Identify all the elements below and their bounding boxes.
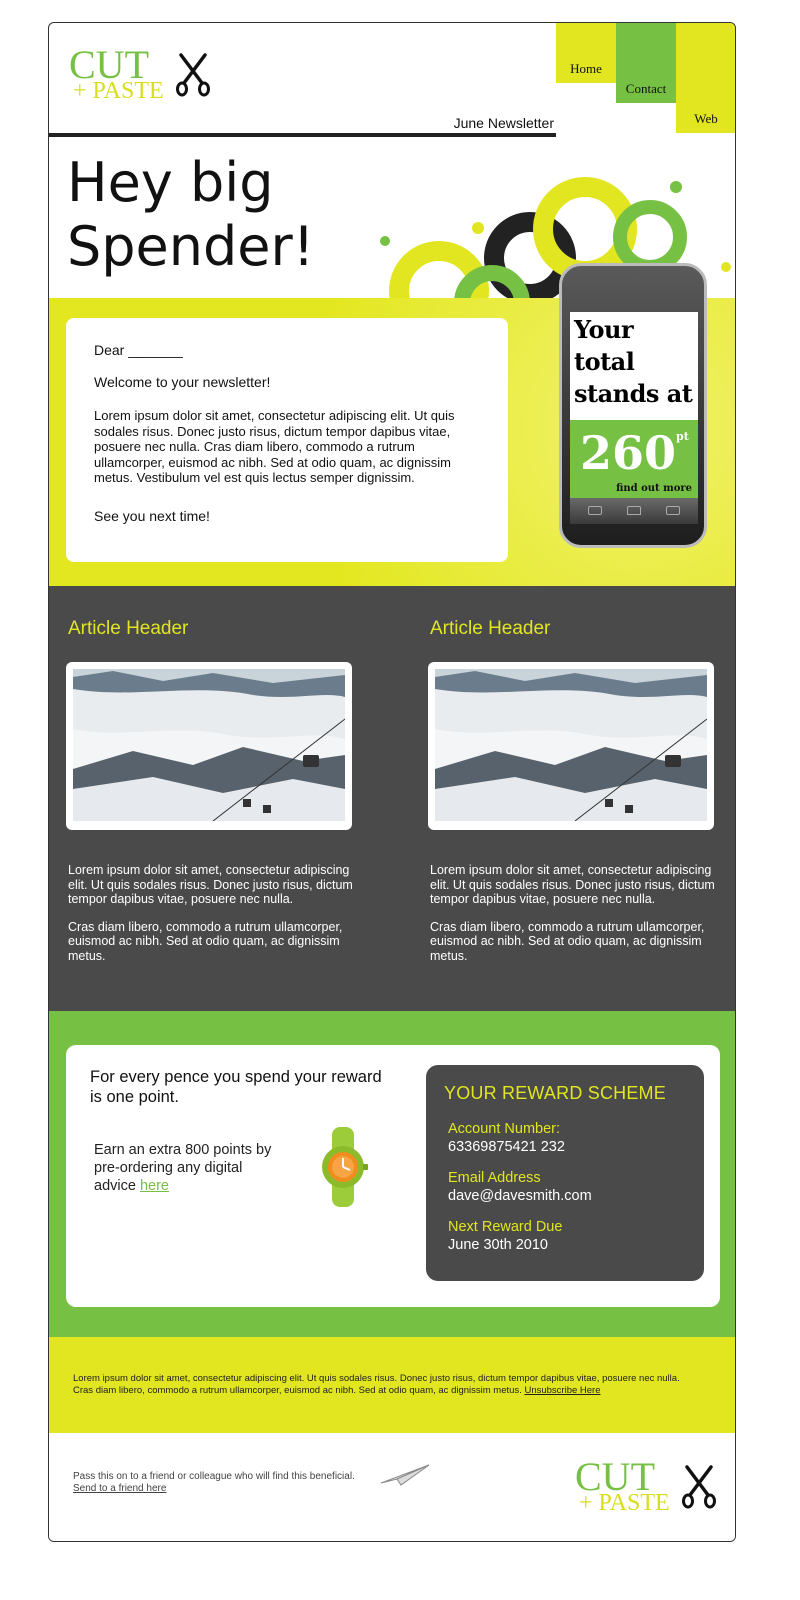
letter-card xyxy=(66,318,508,562)
letter-welcome: Welcome to your newsletter! xyxy=(94,374,271,390)
scheme-title: YOUR REWARD SCHEME xyxy=(444,1083,666,1103)
article-text xyxy=(430,863,730,976)
points-value: 260 xyxy=(580,426,677,480)
article-photo[interactable] xyxy=(428,662,714,830)
account-number-value: 63369875421 232 xyxy=(448,1139,565,1155)
phone-widget xyxy=(559,263,707,548)
phone-mail-icon xyxy=(588,506,602,515)
logo-cut-text: CUT xyxy=(69,42,149,87)
newsletter-frame xyxy=(48,22,736,1542)
paper-plane-icon xyxy=(379,1461,431,1487)
reward-scheme-panel xyxy=(426,1065,704,1281)
phone-home-icon xyxy=(627,506,641,515)
phone-call-icon xyxy=(666,506,680,515)
mountain-photo xyxy=(73,669,345,821)
email-label: Email Address xyxy=(448,1170,541,1186)
scissors-icon xyxy=(681,1465,717,1509)
nav-home[interactable] xyxy=(556,23,616,83)
mountain-photo xyxy=(435,669,707,821)
next-reward-label: Next Reward Due xyxy=(448,1219,563,1235)
scissors-icon xyxy=(175,53,211,97)
watch-icon xyxy=(316,1127,372,1207)
article-text xyxy=(68,863,368,976)
nav-web[interactable] xyxy=(676,23,736,133)
logo-paste-text: + PASTE xyxy=(73,78,164,104)
letter-greeting: Dear _______ xyxy=(94,342,183,358)
phone-total-text: Your total stands at xyxy=(574,315,693,408)
nav-web-label: Web xyxy=(694,111,718,126)
article-header[interactable]: Article Header xyxy=(430,618,551,639)
article-paragraph: Cras diam libero, commodo a rutrum ullamcorper, euismod ac nibh. Sed at odio quam, ac dignissim metus. xyxy=(68,919,343,963)
points-unit: pt xyxy=(676,430,689,443)
send-to-friend-link[interactable]: Send to a friend here xyxy=(73,1483,167,1494)
logo-cut-text: CUT xyxy=(575,1454,655,1499)
nav-contact[interactable] xyxy=(616,23,676,103)
phone-points-panel xyxy=(570,420,698,498)
article-paragraph: Lorem ipsum dolor sit amet, consectetur adipiscing elit. Ut quis sodales risus. Donec justo risus, dictum tempor dapibus vitae, posuere nec nulla. xyxy=(68,863,353,906)
nav-contact-label: Contact xyxy=(625,81,667,96)
letter-signoff: See you next time! xyxy=(94,507,210,524)
letter-body: Lorem ipsum dolor sit amet, consectetur adipiscing elit. Ut quis sodales risus. Donec justo risus, dictum tempor dapibus vitae, posuere nec nulla. Cras diam libero, commodo a rutrum ullamcorper, euismod ac nibh. Sed at odio quam, ac dignissim metus. Vestibulum vel est quis lectus semper dignissim. xyxy=(94,408,455,485)
hero-title: Hey big Spender! xyxy=(67,151,315,278)
rewards-card xyxy=(66,1045,720,1307)
rewards-headline: For every pence you spend your reward is one point. xyxy=(90,1068,382,1106)
rewards-promo xyxy=(94,1141,274,1195)
header-divider xyxy=(49,133,556,137)
footer-share xyxy=(49,1433,736,1542)
articles-section xyxy=(49,586,736,1011)
account-number-label: Account Number: xyxy=(448,1121,561,1137)
nav-home-label: Home xyxy=(570,61,602,76)
promo-text: Earn an extra 800 points by pre-ordering any digital advice xyxy=(94,1142,272,1194)
article-paragraph: Lorem ipsum dolor sit amet, consectetur adipiscing elit. Ut quis sodales risus. Donec justo risus, dictum tempor dapibus vitae, posuere nec nulla. xyxy=(430,863,715,906)
issue-label: June Newsletter xyxy=(453,115,554,131)
article-header[interactable]: Article Header xyxy=(68,618,189,639)
logo-paste-text: + PASTE xyxy=(579,1490,670,1516)
promo-link[interactable]: here xyxy=(139,1178,169,1194)
disclaimer-text: Lorem ipsum dolor sit amet, consectetur adipiscing elit. Ut quis sodales risus. Donec justo risus, dictum tempor dapibus vitae, posuere nec nulla. Cras diam libero, commodo a rutrum ullamcorper, euismod ac nibh. Sed at odio quam, ac dignissim metus. xyxy=(73,1373,680,1396)
next-reward-value: June 30th 2010 xyxy=(448,1237,548,1253)
footer-text xyxy=(73,1373,693,1397)
find-out-more-link[interactable]: find out more xyxy=(616,483,692,494)
share-text: Pass this on to a friend or colleague who will find this beneficial. xyxy=(73,1471,355,1482)
email-value: dave@davesmith.com xyxy=(448,1188,592,1204)
phone-screen xyxy=(570,312,698,498)
rewards-section xyxy=(49,1011,736,1337)
footer-logo[interactable] xyxy=(575,1454,725,1527)
footer-disclaimer xyxy=(49,1337,736,1433)
logo[interactable] xyxy=(69,42,219,115)
phone-button-bar xyxy=(570,498,698,524)
article-photo[interactable] xyxy=(66,662,352,830)
unsubscribe-link[interactable]: Unsubscribe Here xyxy=(524,1385,601,1396)
article-paragraph: Cras diam libero, commodo a rutrum ullamcorper, euismod ac nibh. Sed at odio quam, ac dignissim metus. xyxy=(430,919,705,963)
